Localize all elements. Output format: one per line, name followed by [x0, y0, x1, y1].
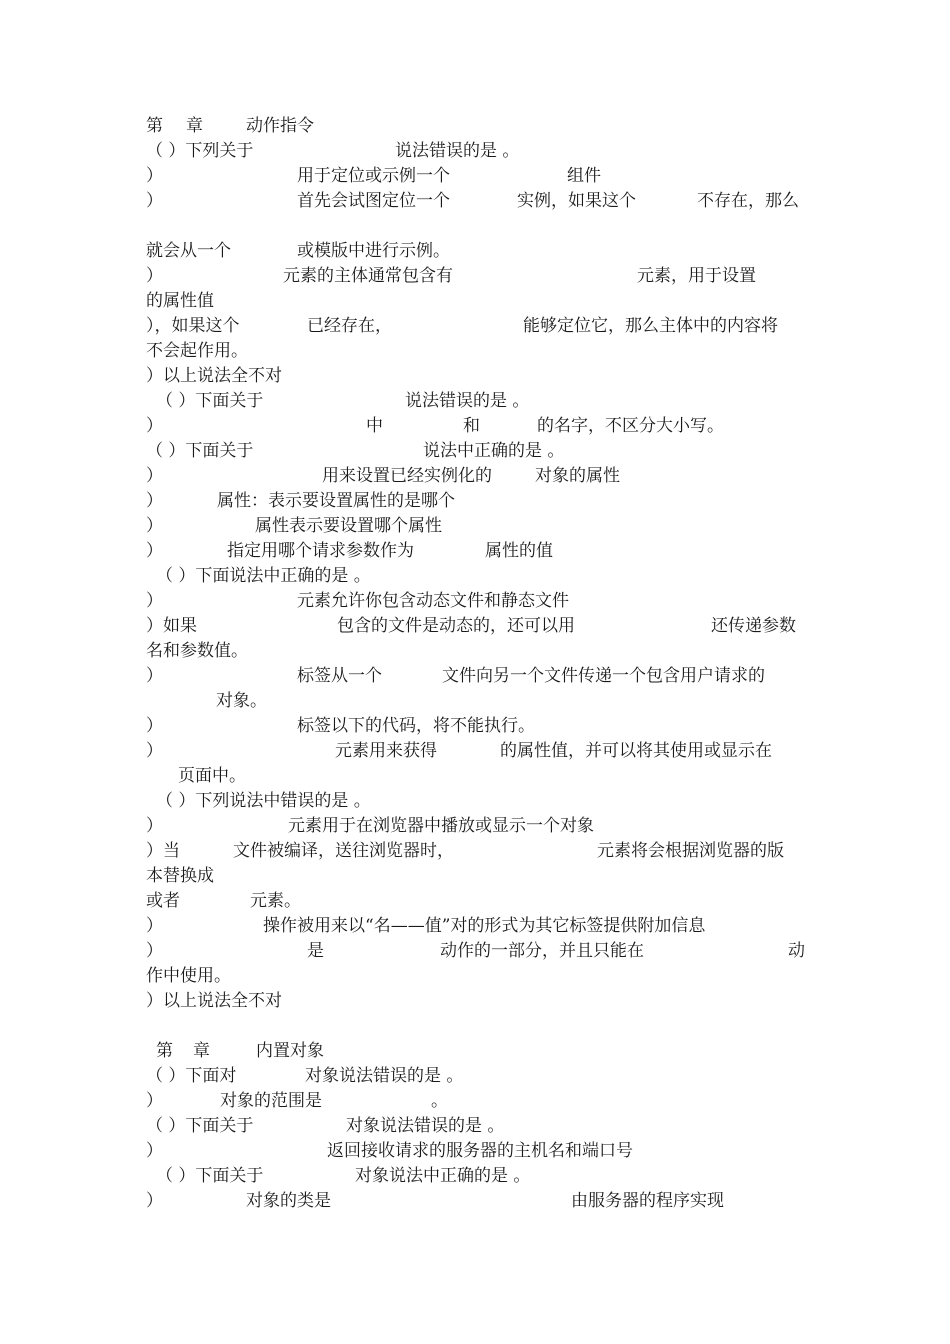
text-segment: 由服务器的程序实现	[571, 1191, 724, 1211]
text-line	[0, 589, 950, 614]
text-segment: 实例，如果这个	[517, 191, 636, 211]
text-segment: 作中使用。	[146, 966, 231, 986]
text-segment: 元素将会根据浏览器的版	[597, 841, 784, 861]
text-segment: 属性表示要设置哪个属性	[255, 516, 442, 536]
text-segment: ）	[146, 591, 163, 611]
text-line	[0, 364, 950, 389]
text-segment: 章	[186, 116, 203, 136]
text-segment: 返回接收请求的服务器的主机名和端口号	[327, 1141, 633, 1161]
text-line	[0, 739, 950, 764]
text-line	[0, 1039, 950, 1064]
text-segment: 元素。	[250, 891, 301, 911]
text-line	[0, 339, 950, 364]
text-segment: 元素，用于设置	[637, 266, 756, 286]
text-line	[0, 139, 950, 164]
text-segment: （ ）下列说法中错误的是 。	[156, 791, 371, 811]
text-segment: 名和参数值。	[146, 641, 248, 661]
text-line	[0, 939, 950, 964]
text-segment: ）	[146, 941, 163, 961]
text-segment: 中	[366, 416, 383, 436]
text-segment: （ ）下面对	[146, 1066, 237, 1086]
text-segment: 标签以下的代码，将不能执行。	[297, 716, 535, 736]
text-segment: 操作被用来以“名——值”对的形式为其它标签提供附加信息	[263, 916, 706, 936]
text-line	[0, 264, 950, 289]
text-segment: （ ）下面说法中正确的是 。	[156, 566, 371, 586]
text-segment: 元素用于在浏览器中播放或显示一个对象	[288, 816, 594, 836]
text-segment: 已经存在，	[307, 316, 392, 336]
text-segment: （ ）下面关于	[156, 1166, 264, 1186]
text-segment: 对象说法中正确的是 。	[355, 1166, 531, 1186]
text-segment: 属性的值	[485, 541, 553, 561]
text-segment: 元素用来获得	[335, 741, 437, 761]
text-segment: 对象。	[216, 691, 267, 711]
text-segment: （ ）下列关于	[146, 141, 254, 161]
text-line	[0, 689, 950, 714]
text-segment: 对象的属性	[535, 466, 620, 486]
text-line	[0, 564, 950, 589]
text-line	[0, 614, 950, 639]
text-line	[0, 964, 950, 989]
text-segment: 。	[431, 1091, 448, 1111]
text-line	[0, 789, 950, 814]
text-segment: 属性：表示要设置属性的是哪个	[217, 491, 455, 511]
text-segment: ）	[146, 541, 163, 561]
text-segment: ）	[146, 1191, 163, 1211]
text-line	[0, 314, 950, 339]
text-line	[0, 764, 950, 789]
text-line	[0, 164, 950, 189]
text-line	[0, 814, 950, 839]
text-segment: （ ）下面关于	[146, 1116, 254, 1136]
text-segment: 就会从一个	[146, 241, 231, 261]
text-line	[0, 189, 950, 214]
text-segment: 首先会试图定位一个	[297, 191, 450, 211]
text-line	[0, 289, 950, 314]
text-segment: 或者	[146, 891, 180, 911]
text-segment: ）	[146, 466, 163, 486]
text-segment: 元素的主体通常包含有	[283, 266, 453, 286]
text-segment: 是	[307, 941, 324, 961]
text-segment: ）	[146, 516, 163, 536]
text-segment: ），如果这个	[146, 316, 240, 336]
text-segment: 能够定位它，那么主体中的内容将	[523, 316, 778, 336]
text-segment: 第	[146, 116, 163, 136]
text-line	[0, 114, 950, 139]
text-line	[0, 439, 950, 464]
text-line	[0, 1189, 950, 1214]
text-segment: 用于定位或示例一个	[297, 166, 450, 186]
text-segment: 元素允许你包含动态文件和静态文件	[297, 591, 569, 611]
text-segment: 文件向另一个文件传递一个包含用户请求的	[442, 666, 765, 686]
text-segment: ）以上说法全不对	[146, 991, 282, 1011]
text-line	[0, 989, 950, 1014]
text-segment: 标签从一个	[297, 666, 382, 686]
text-segment: 对象的范围是	[220, 1091, 322, 1111]
text-segment: 的属性值	[146, 291, 214, 311]
text-segment: ）	[146, 266, 163, 286]
text-segment: 还传递参数	[711, 616, 796, 636]
text-segment: ）	[146, 191, 163, 211]
text-line	[0, 1064, 950, 1089]
text-segment: 内置对象	[256, 1041, 324, 1061]
text-line	[0, 389, 950, 414]
text-segment: 说法错误的是 。	[405, 391, 530, 411]
text-line	[0, 639, 950, 664]
text-line	[0, 864, 950, 889]
text-segment: ）如果	[146, 616, 197, 636]
text-segment: ）	[146, 666, 163, 686]
text-line	[0, 539, 950, 564]
text-segment: ）以上说法全不对	[146, 366, 282, 386]
text-segment: 说法中正确的是 。	[423, 441, 565, 461]
text-segment: ）	[146, 1091, 163, 1111]
text-line	[0, 1139, 950, 1164]
text-segment: 动作的一部分，并且只能在	[440, 941, 644, 961]
text-segment: 对象的类是	[246, 1191, 331, 1211]
text-line	[0, 414, 950, 439]
text-line	[0, 914, 950, 939]
text-segment: ）	[146, 741, 163, 761]
text-line	[0, 239, 950, 264]
text-segment: ）	[146, 716, 163, 736]
text-segment: 第	[156, 1041, 173, 1061]
text-line	[0, 839, 950, 864]
text-segment: ）	[146, 416, 163, 436]
text-segment: 动作指令	[246, 116, 314, 136]
text-segment: 和	[463, 416, 480, 436]
text-segment: 组件	[567, 166, 601, 186]
text-segment: 对象说法错误的是 。	[305, 1066, 464, 1086]
text-segment: 章	[193, 1041, 210, 1061]
text-segment: 不会起作用。	[146, 341, 248, 361]
text-segment: 不存在，那么	[697, 191, 799, 211]
text-segment: ）	[146, 491, 163, 511]
text-segment: ）当	[146, 841, 180, 861]
text-line	[0, 1164, 950, 1189]
text-line	[0, 1114, 950, 1139]
text-segment: 的属性值，并可以将其使用或显示在	[500, 741, 772, 761]
text-segment: 本替换成	[146, 866, 214, 886]
text-segment: （ ）下面关于	[146, 441, 254, 461]
text-segment: （ ）下面关于	[156, 391, 264, 411]
text-segment: ）	[146, 816, 163, 836]
text-segment: ）	[146, 1141, 163, 1161]
text-line	[0, 889, 950, 914]
text-segment: 或模版中进行示例。	[297, 241, 450, 261]
text-line	[0, 664, 950, 689]
text-line	[0, 1089, 950, 1114]
text-segment: 包含的文件是动态的，还可以用	[337, 616, 575, 636]
text-line	[0, 714, 950, 739]
text-segment: 说法错误的是 。	[395, 141, 520, 161]
text-segment: 页面中。	[178, 766, 246, 786]
text-segment: 文件被编译，送往浏览器时，	[233, 841, 454, 861]
text-segment: 的名字，不区分大小写。	[537, 416, 724, 436]
text-segment: 动	[788, 941, 805, 961]
text-line	[0, 514, 950, 539]
text-line	[0, 489, 950, 514]
text-segment: 对象说法错误的是 。	[346, 1116, 505, 1136]
text-segment: 指定用哪个请求参数作为	[227, 541, 414, 561]
text-line	[0, 464, 950, 489]
text-segment: ）	[146, 166, 163, 186]
text-segment: ）	[146, 916, 163, 936]
text-segment: 用来设置已经实例化的	[322, 466, 492, 486]
